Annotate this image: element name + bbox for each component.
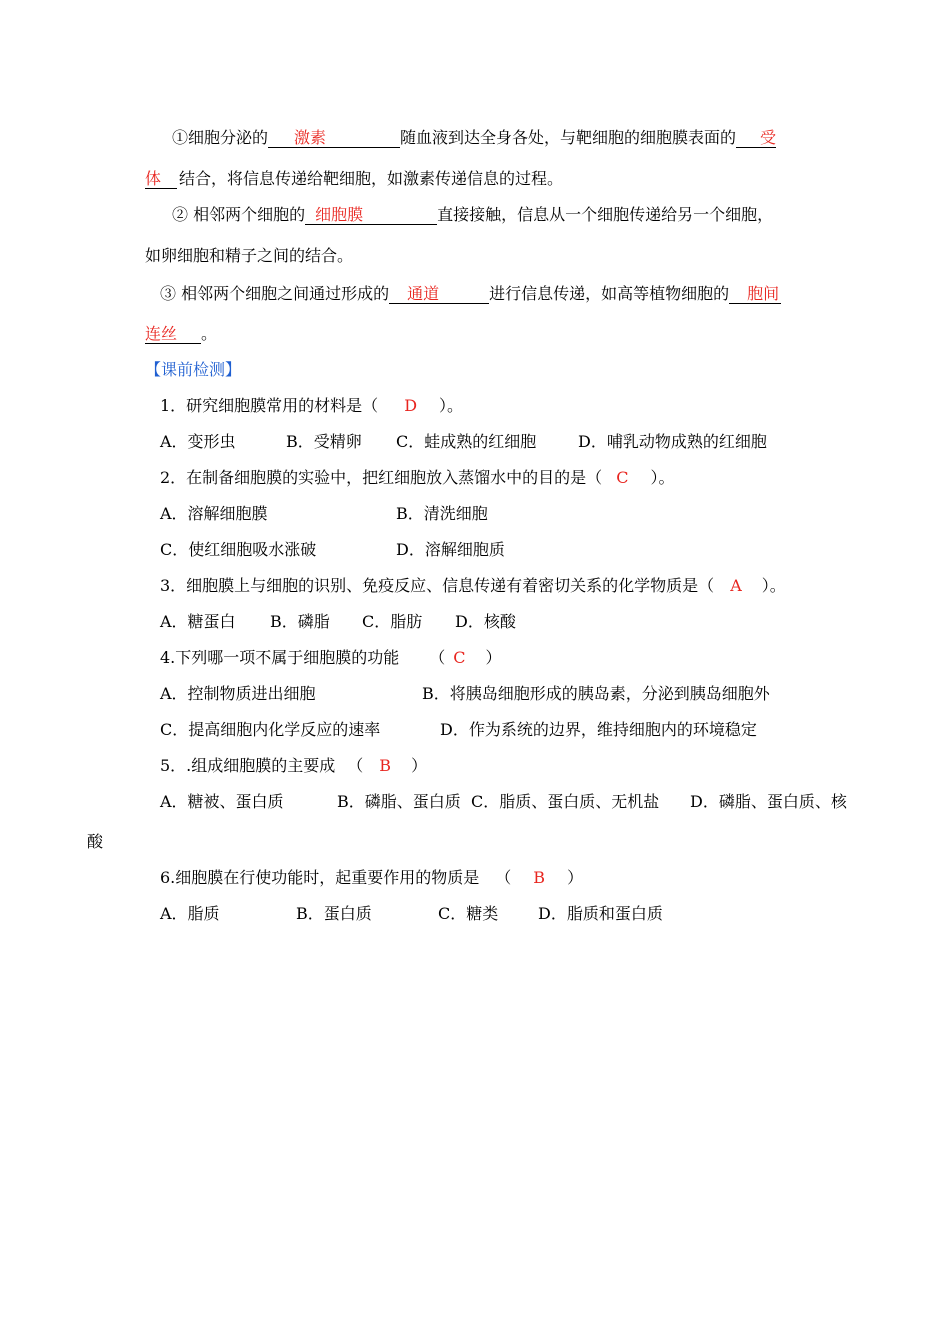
blank <box>145 324 201 344</box>
answer-fill: 体 <box>145 169 162 188</box>
question-6-option-d: D．脂质和蛋白质 <box>538 904 663 923</box>
question-1-stem <box>160 396 463 416</box>
answer-mark: B <box>533 868 546 887</box>
text: ）。 <box>650 468 675 487</box>
text: 结合，将信息传递给靶细胞，如激素传递信息的过程。 <box>179 169 564 188</box>
answer-fill: 通道 <box>407 284 440 303</box>
text: ） <box>567 868 584 887</box>
question-3-option-c: C．脂肪 <box>362 612 423 631</box>
question-5-stem <box>160 756 427 776</box>
blank <box>729 284 781 304</box>
question-4-option-a: A．控制物质进出细胞 <box>160 684 316 703</box>
intro-line-5 <box>160 284 781 304</box>
question-2-option-d: D．溶解细胞质 <box>396 540 505 559</box>
intro-line-4 <box>145 246 353 266</box>
text: ② 相邻两个细胞的 <box>172 205 306 224</box>
question-1-option-a: A．变形虫 <box>160 432 236 451</box>
question-5-option-a: A．糖被、蛋白质 <box>160 792 284 811</box>
answer-fill: 受 <box>760 128 777 147</box>
text: （ <box>347 756 364 775</box>
blank <box>736 128 776 148</box>
text: 4.下列哪一项不属于细胞膜的功能 <box>160 648 400 667</box>
question-6-stem <box>160 868 583 888</box>
intro-line-1 <box>172 128 776 148</box>
answer-fill: 胞间 <box>747 284 780 303</box>
answer-mark: D <box>404 396 418 415</box>
intro-line-3 <box>172 205 773 225</box>
question-3-stem <box>160 576 786 596</box>
blank <box>305 205 437 225</box>
blank <box>145 169 177 189</box>
question-6-option-b: B．蛋白质 <box>296 904 372 923</box>
question-1-option-d: D．哺乳动物成熟的红细胞 <box>578 432 767 451</box>
text: 1．研究细胞膜常用的材料是（ <box>160 396 379 415</box>
text: 5．.组成细胞膜的主要成 <box>160 756 336 775</box>
question-1-option-b: B．受精卵 <box>286 432 362 451</box>
text: 6.细胞膜在行使功能时，起重要作用的物质是 <box>160 868 480 887</box>
intro-line-6 <box>145 324 217 344</box>
section-title: 【课前检测】 <box>145 360 242 379</box>
text: 。 <box>201 324 218 343</box>
text: 直接接触，信息从一个细胞传递给另一个细胞， <box>437 205 774 224</box>
question-4-option-c: C．提高细胞内化学反应的速率 <box>160 720 381 739</box>
question-4-option-b: B．将胰岛细胞形成的胰岛素，分泌到胰岛细胞外 <box>422 684 770 703</box>
question-2-option-b: B．清洗细胞 <box>396 504 488 523</box>
text: 2．在制备细胞膜的实验中，把红细胞放入蒸馏水中的目的是（ <box>160 468 603 487</box>
blank <box>268 128 400 148</box>
answer-mark: B <box>379 756 392 775</box>
text: ）。 <box>439 396 464 415</box>
question-5-option-c: C．脂质、蛋白质、无机盐 <box>471 792 660 811</box>
question-2-option-a: A．溶解细胞膜 <box>160 504 268 523</box>
answer-mark: C <box>616 468 629 487</box>
question-2-stem <box>160 468 674 488</box>
question-6-option-a: A．脂质 <box>160 904 220 923</box>
text: （ <box>495 868 512 887</box>
text: 3．细胞膜上与细胞的识别、免疫反应、信息传递有着密切关系的化学物质是（ <box>160 576 715 595</box>
blank <box>389 284 489 304</box>
answer-mark: C <box>453 648 466 667</box>
answer-fill: 连丝 <box>145 324 178 343</box>
question-6-option-c: C．糖类 <box>438 904 499 923</box>
text: 如卵细胞和精子之间的结合。 <box>145 246 354 265</box>
text: ①细胞分泌的 <box>172 128 269 147</box>
text: ） <box>411 756 428 775</box>
text: 进行信息传递，如高等植物细胞的 <box>489 284 730 303</box>
text: ）。 <box>761 576 786 595</box>
answer-mark: A <box>730 576 742 595</box>
question-5-option-d-wrap: 酸 <box>87 832 104 851</box>
answer-fill: 激素 <box>294 128 327 147</box>
text: ③ 相邻两个细胞之间通过形成的 <box>160 284 390 303</box>
question-2-option-c: C．使红细胞吸水涨破 <box>160 540 317 559</box>
question-5-option-d: D．磷脂、蛋白质、核 <box>690 792 847 811</box>
question-5-option-b: B．磷脂、蛋白质 <box>337 792 461 811</box>
intro-line-2 <box>145 169 563 189</box>
text: 随血液到达全身各处，与靶细胞的细胞膜表面的 <box>400 128 737 147</box>
question-3-option-b: B．磷脂 <box>270 612 330 631</box>
answer-fill: 细胞膜 <box>315 205 364 224</box>
question-3-option-a: A．糖蛋白 <box>160 612 236 631</box>
question-3-option-d: D．核酸 <box>455 612 516 631</box>
text: ） <box>485 648 502 667</box>
question-4-option-d: D．作为系统的边界，维持细胞内的环境稳定 <box>440 720 757 739</box>
question-4-stem <box>160 648 502 668</box>
text: （ <box>429 648 446 667</box>
question-1-option-c: C．蛙成熟的红细胞 <box>396 432 537 451</box>
